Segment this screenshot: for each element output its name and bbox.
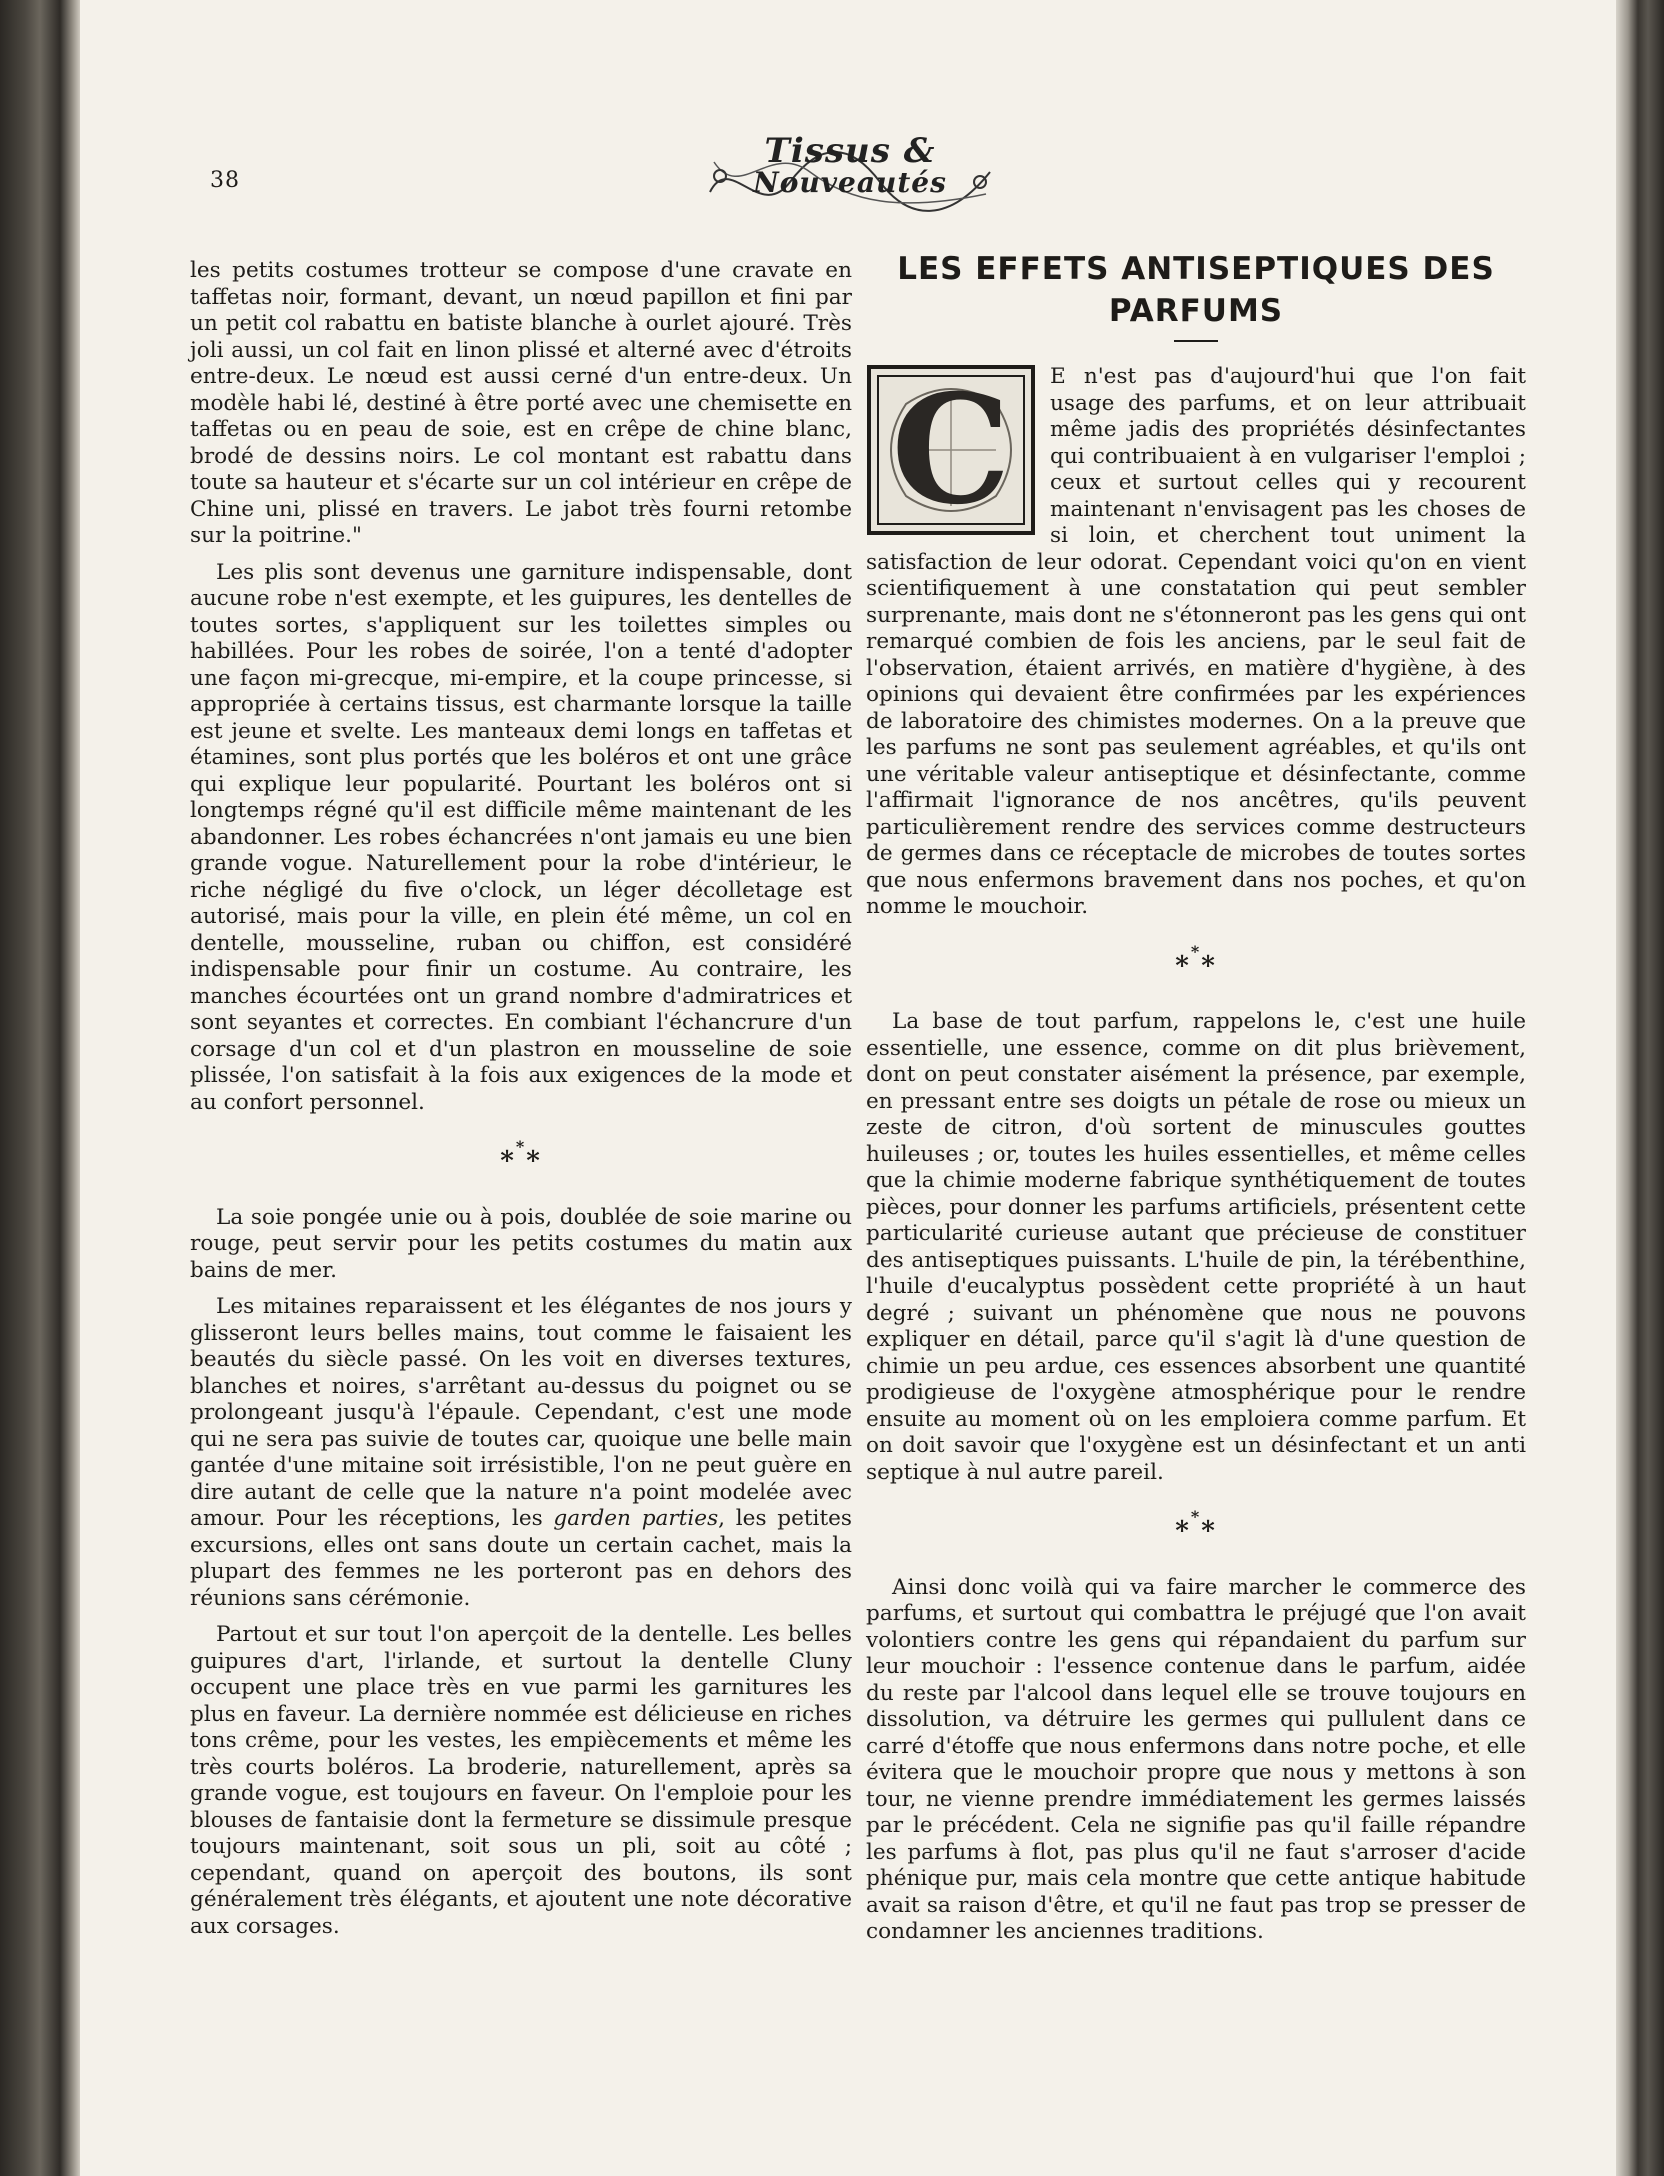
section-separator: *** — [1175, 941, 1217, 982]
masthead-logo — [700, 132, 1000, 216]
right-paragraph-1: C E n'est pas d'aujourd'hui que l'on fait usage des parfums, et on leur attribuait même jadis des propriétés désinfectantes qui contribuaient à en vulgariser l'emploi ; ceux et surtout celles qui y recourent maintenant n'envisagent pas les choses de si loin, et cherchent tout uniment la satisfaction de leur odorat. Cependant voici qu'on en vient scientifiquement à une constatation qui peut sembler surprenante, mais dont ne s'étonneront pas les gens qui ont remarqué combien de fois les anciens, par le seul fait de l'observation, étaient arrivés, en matière d'hygiène, à des opinions qui devaient être confirmées par les expériences de laboratoire des chimistes modernes. On a la preuve que les parfums ne sont pas seulement agréables, et qu'ils ont une véritable valeur antiseptique et désinfectante, comme l'affirmait l'ignorance de nos ancêtres, qu'ils peuvent particulièrement rendre des services comme destructeurs de germes dans ce réceptacle de microbes de toutes sortes que nous enfermons bravement dans nos poches, et qu'on nomme le mouchoir. — [866, 362, 1526, 919]
left-paragraph-2: Les plis sont devenus une garniture indispensable, dont aucune robe n'est exempte, et les guipures, les dentelles de toutes sortes, s'appliquent sur les toilettes simples ou habillées. Pour les robes de soirée, l'on a tenté d'adopter une façon mi-grecque, mi-empire, et la coupe princesse, si appropriée à certains tissus, est charmante lorsque la taille est jeune et svelte. Les manteaux demi longs en taffetas et étamines, sont plus portés que les boléros et ont une grâce qui explique leur popularité. Pourtant les boléros ont si longtemps régné qu'il est difficile même maintenant de les abandonner. Les robes échancrées n'ont jamais eu une bien grande vogue. Naturellement pour la robe d'intérieur, le riche négligé du five o'clock, un léger décolletage est autorisé, mais pour la ville, en plein été même, un col en dentelle, mousseline, ruban ou chiffon, est considéré indispensable pour finir un costume. Au contraire, les manches écourtées ont un grand nombre d'admiratrices et sont seyantes et correctes. En combiant l'échancrure d'un corsage d'un col et d'un plastron en mousseline de soie plissée, l'on satisfait à la fois aux exigences de la mode et au confort personnel. — [190, 559, 852, 1115]
dropcap-letter: C — [891, 362, 1011, 538]
masthead-title — [700, 132, 1000, 216]
magazine-page — [80, 0, 1616, 2176]
left-paragraph-1: les petits costumes trotteur se compose d'une cravate en taffetas noir, formant, devant, un nœud papillon et fini par un petit col rabattu en batiste blanche à ourlet ajouré. Très joli aussi, un col fait en linon plissé et alterné avec d'étroits entre-deux. Le nœud est aussi cerné d'un entre-deux. Un modèle habi lé, destiné à être porté avec une chemisette en taffetas ou en peau de soie, est en crêpe de chine blanc, brodé de dessins noirs. Le col montant est rabattu dans toute sa hauteur et s'écarte sur un col intérieur en crêpe de Chine uni, plissé en travers. Le jabot très fourni retombe sur la poitrine." — [190, 258, 852, 548]
book-edge-right — [1616, 0, 1664, 2176]
section-separator: *** — [1175, 1507, 1217, 1547]
right-paragraph-3: Ainsi donc voilà qui va faire marcher le commerce des parfums, et surtout qui combattra le préjugé que l'on avait volontiers contre les gens qui répandaient du parfum sur leur mouchoir : l'essence contenue dans le parfum, aidée du reste par l'alcool dans lequel elle se trouve toujours en dissolution, va détruire les germes qui pullulent dans ce carré d'étoffe que nous enfermons dans notre poche, et elle évitera que le mouchoir propre que nous y mettons à son tour, ne vienne prendre immédiatement les germes laissés par le précédent. Cela ne signifie pas qu'il faille répandre les parfums à flot, pas plus qu'il ne faut s'arroser d'acide phénique pur, mais cela montre que cette antique habitude avait sa raison d'être, et qu'il ne faut pas trop se presser de condamner les anciennes traditions. — [866, 1574, 1526, 1945]
masthead-line-1: Tissus & — [764, 131, 936, 171]
right-paragraph-2: La base de tout parfum, rappelons le, c'est une huile essentielle, une essence, comme on dit plus brièvement, dont on peut constater aisément la présence, par exemple, en pressant entre ses doigts un pétale de rose ou mieux un zeste de citron, d'où sortent de minuscules gouttes huileuses ; or, toutes les huiles essentielles, et même celles que la chimie moderne fabrique synthétiquement de toutes pièces, pour donner les parfums artificiels, présentent cette particularité curieuse autant que précieuse de constituer des antiseptiques puissants. L'huile de pin, la térébenthine, l'huile d'eucalyptus possèdent cette propriété à un haut degré ; suivant un phénomène que nous ne pouvons expliquer en détail, parce qu'il s'agit là d'une question de chimie un peu ardue, ces essences absorbent une quantité prodigieuse de l'oxygène atmosphérique pour le rendre ensuite au moment où on les emploiera comme parfum. Et on doit savoir que l'oxygène est un désinfectant et un anti septique à nul autre pareil. — [866, 1009, 1526, 1485]
left-paragraph-4: Les mitaines reparaissent et les élégantes de nos jours y glisseront leurs belles mains, tout comme le faisaient les beautés du siècle passé. On les voit en diverses textures, blanches et noires, s'arrêtant au-dessus du poignet ou se prolongeant jusqu'à l'épaule. Cependant, c'est une mode qui ne sera pas suivie de toutes car, quoique une belle main gantée d'une mitaine soit irrésistible, l'on ne peut guère en dire autant de celle que la nature n'a point modelée avec amour. Pour les réceptions, les garden parties, les petites excursions, elles ont sans doute un certain cachet, mais la plupart des femmes ne les porteront pas en dehors des réunions sans cérémonie. — [190, 1294, 852, 1611]
left-paragraph-5: Partout et sur tout l'on aperçoit de la dentelle. Les belles guipures d'art, l'irlande, et surtout la dentelle Cluny occupent une place très en vue parmi les garnitures les plus en faveur. La dernière nommée est délicieuse en riches tons crême, pour les vestes, les empiècements et même les très courts boléros. La broderie, naturellement, après sa grande vogue, est toujours en faveur. On l'emploie pour les blouses de fantaisie dont la fermeture se dissimule presque toujours maintenant, soit sous un pli, soit au côté ; cependant, quand on aperçoit des boutons, ils sont généralement très élégants, et ajoutent une note décorative aux corsages. — [190, 1622, 852, 1939]
masthead-line-2: Nouveautés — [753, 166, 947, 199]
page-number: 38 — [210, 168, 240, 193]
section-separator: *** — [500, 1137, 542, 1177]
italic-phrase: garden parties — [553, 1506, 719, 1532]
title-rule — [1174, 340, 1218, 342]
article-title: LES EFFETS ANTISEPTIQUES DES PARFUMS — [897, 251, 1495, 329]
decorative-dropcap — [866, 364, 1036, 536]
book-spine-left — [0, 0, 80, 2176]
left-paragraph-3: La soie pongée unie ou à pois, doublée de soie marine ou rouge, peut servir pour les petits costumes du matin aux bains de mer. — [190, 1204, 852, 1283]
right-column — [866, 248, 1526, 1956]
left-column — [190, 258, 852, 1950]
